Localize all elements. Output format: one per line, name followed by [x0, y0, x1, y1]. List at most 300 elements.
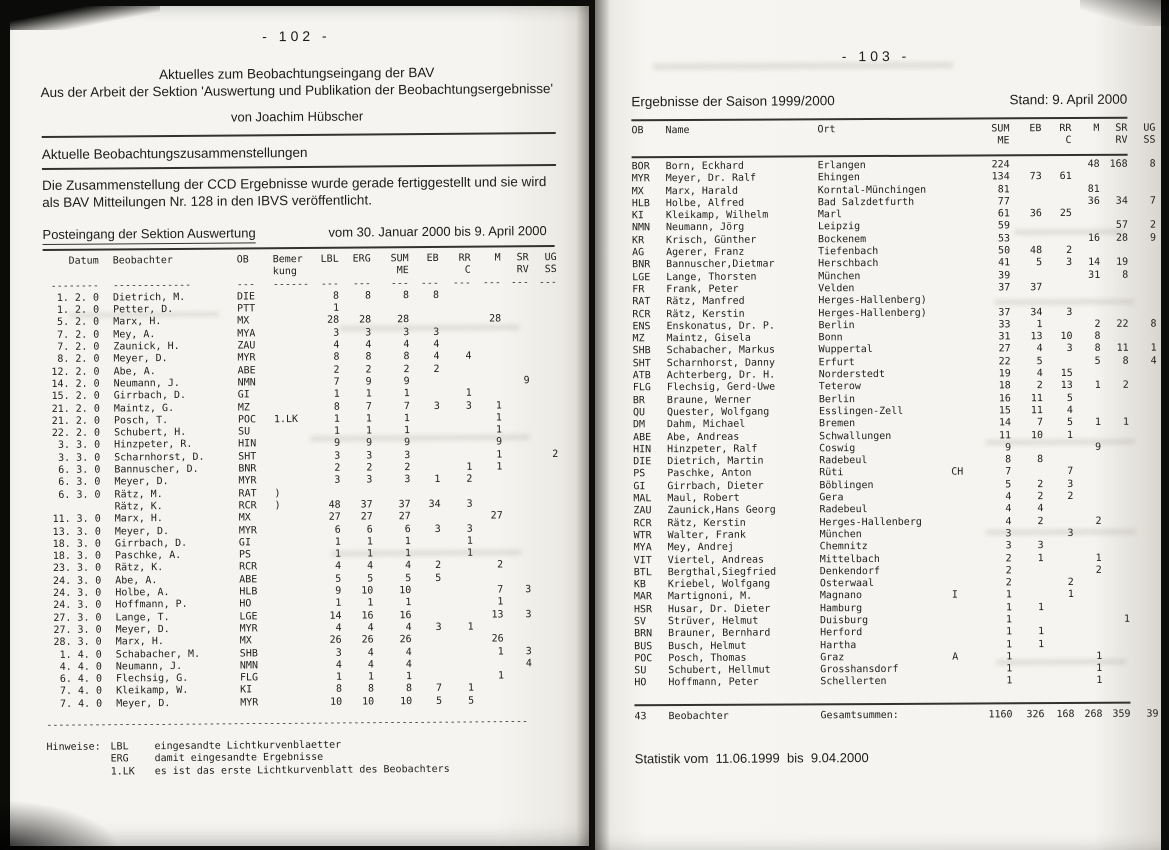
cell-country [952, 676, 974, 688]
cell-srrv [1101, 368, 1129, 380]
cell-country [951, 405, 973, 417]
cell-m [474, 658, 504, 671]
cell-eb: EB [1029, 123, 1042, 135]
cell-summe: 1 [1006, 675, 1013, 687]
cell-name: Abe, Andreas [667, 431, 740, 443]
cell-srrv [1102, 589, 1130, 601]
cell-name: Holbe, Alfred [665, 197, 745, 209]
cell-country [950, 221, 972, 233]
cell-lbl: 8 [332, 290, 340, 302]
cell-m [473, 523, 503, 536]
cell-eb [411, 511, 441, 524]
cell-name: Hoffmann, Peter [668, 677, 759, 689]
cell-ob: ZAU [633, 505, 652, 517]
cell-ob: BR [632, 394, 645, 406]
cell-datum: 23. 3. 0 [52, 562, 102, 575]
cell-erg: 8 [367, 683, 375, 695]
cell-country: CH [951, 466, 964, 479]
cell-name: Born, Eckhard [665, 160, 744, 173]
cell-summe: 33 [998, 319, 1011, 331]
cell-summe: 39 [998, 269, 1011, 282]
cell-country [951, 492, 973, 504]
cell-ugss: 9 [1149, 232, 1157, 244]
cell-ugss [1129, 392, 1157, 404]
cell-summe: 8 [1005, 454, 1012, 466]
cell-ob: HSR [633, 603, 653, 615]
cell-lbl: 7 [333, 376, 340, 388]
cell-rrc [442, 646, 474, 659]
cell-m: 8 [1094, 330, 1101, 343]
cell-ugss [531, 609, 559, 622]
cell-summe: 4 [405, 560, 412, 572]
cell-name: Strüver, Helmut [667, 615, 759, 628]
cell-erg: 27 [360, 511, 373, 523]
hinweise-label [47, 766, 111, 779]
cell-rrc: 1 [465, 387, 472, 399]
cell-eb: 4 [1036, 368, 1043, 380]
cell-ort: München [818, 270, 861, 282]
cell-m [474, 683, 504, 696]
cell-rrc [441, 597, 473, 610]
cell-bemerkung [275, 524, 315, 537]
cell-srrv: 1 [1123, 613, 1131, 625]
cell-beobachter: ------------- [112, 279, 192, 292]
cell-eb: 4 [433, 351, 440, 363]
cell-erg: 4 [365, 339, 372, 351]
cell-name: Martignoni, M. [667, 591, 753, 603]
cell-country [952, 578, 974, 590]
cell-ort: Leipzig [817, 221, 861, 233]
cell-eb: 73 [1029, 171, 1042, 183]
cell-beobachter: Meyer, D. [115, 623, 170, 636]
cell-srrv [1102, 601, 1130, 613]
cell-ob: PTT [237, 303, 256, 315]
article-author: von Joachim Hübscher [230, 108, 364, 125]
cell-summe: 4 [1005, 515, 1012, 527]
cell-rrc [439, 339, 471, 352]
cell-m [1074, 589, 1102, 601]
cell-srrv [503, 596, 531, 609]
cell-srrv [1102, 552, 1130, 564]
cell-m: 16 [1087, 232, 1101, 244]
hinweis-text: damit eingesandte Ergebnisse [154, 752, 324, 765]
bleed-through-smudge [994, 299, 1134, 306]
cell-eb: 2 [433, 363, 440, 375]
cell-ob [631, 137, 665, 149]
cell-eb [1012, 577, 1044, 589]
cell-ob: SHB [239, 647, 258, 659]
cell-name: Frank, Peter [666, 283, 739, 296]
hinweis-text: eingesandte Lichtkurvenblaetter [154, 739, 342, 753]
cell-erg: 1 [366, 536, 373, 548]
cell-summe: 3 [403, 326, 410, 338]
cell-srrv: RV [1115, 134, 1128, 147]
cell-srrv: SR [1115, 122, 1128, 134]
cell-country [951, 369, 973, 381]
cell-datum: 18. 3. 0 [52, 538, 101, 550]
cell-ob: MX [237, 315, 250, 327]
cell-ort: Coswig [819, 442, 856, 455]
cell-ugss [1130, 626, 1158, 638]
cell-country [949, 136, 971, 148]
cell-summe [371, 302, 409, 315]
cell-beobachter: Lange, T. [115, 611, 170, 624]
cell-ugss: SS [1143, 134, 1156, 146]
cell-bemerkung [274, 426, 314, 439]
cell-ob: HLB [239, 586, 258, 598]
cell-eb [410, 413, 440, 426]
cell-ugss [529, 289, 557, 302]
cell-erg [339, 303, 371, 316]
cell-erg: 2 [365, 364, 372, 376]
cell-m: 1 [497, 596, 504, 608]
cell-ob: RCR [633, 517, 652, 529]
cell-country [951, 516, 973, 528]
cell-bemerkung [274, 389, 314, 402]
cell-ort: Herges-Hallenberg [819, 516, 922, 528]
cell-rrc [439, 302, 471, 315]
cell-eb [1010, 159, 1042, 171]
cell-m [471, 302, 501, 315]
cell-eb: 2 [435, 560, 442, 572]
cell-srrv: 1 [1122, 416, 1130, 428]
cell-ob: AG [632, 247, 645, 259]
cell-ugss [530, 412, 558, 425]
cell-rrc: 3 [466, 498, 473, 510]
cell-erg: 28 [359, 314, 372, 327]
cell-ort: Rüti [819, 467, 844, 479]
cell-bemerkung [276, 635, 316, 648]
cell-lbl: 6 [334, 524, 341, 536]
cell-summe: 37 [998, 282, 1011, 294]
cell-srrv [503, 535, 531, 548]
cell-country [951, 442, 973, 454]
cell-eb [1012, 614, 1044, 626]
cell-summe: 19 [998, 368, 1011, 380]
horizontal-rule [631, 117, 1127, 121]
cell-ugss [531, 572, 559, 585]
cell-erg: 5 [367, 573, 374, 585]
cell-bemerkung [274, 475, 314, 488]
cell-country [950, 282, 972, 294]
cell-rrc [1044, 626, 1074, 638]
cell-ort: Bremen [818, 418, 856, 430]
cell-srrv [502, 400, 530, 413]
cell-datum: 28. 3. 0 [53, 636, 102, 649]
cell-rrc [1044, 614, 1074, 626]
cell-m: 1 [495, 399, 502, 412]
cell-srrv [501, 301, 529, 314]
cell-rrc: 3 [1067, 478, 1074, 490]
cell-eb: 2 [1036, 380, 1043, 392]
cell-summe: 4 [405, 658, 412, 670]
cell-beobachter: Scharnhorst, D. [114, 451, 205, 464]
cell-ob: GI [237, 389, 250, 401]
cell-srrv [1102, 638, 1130, 650]
cell-country [952, 627, 974, 639]
cell-lbl: 3 [335, 647, 342, 659]
horizontal-rule [632, 154, 1128, 158]
cell-ort: Herges-Hallenberg) [818, 307, 927, 319]
cell-ort: Herschbach [818, 258, 879, 270]
cell-ort: Ehingen [817, 172, 860, 184]
cell-beobachter: Meyer, D. [116, 697, 171, 710]
cell-m: 2 [1095, 564, 1102, 576]
cell-ugss [530, 436, 558, 449]
cell-eb [1009, 135, 1041, 147]
cell-name: Enskonatus, Dr. P. [666, 320, 775, 332]
cell-m: 26 [491, 633, 504, 645]
cell-summe: 27 [998, 343, 1011, 355]
cell-summe: 14 [998, 417, 1012, 429]
cell-country [951, 504, 973, 516]
cell-srrv [1100, 171, 1128, 183]
cell-rrc [441, 572, 473, 585]
cell-summe: 2 [1005, 552, 1012, 564]
cell-beobachter: Neumann, J. [115, 660, 183, 673]
cell-rrc [440, 413, 472, 426]
cell-ugss [532, 658, 560, 671]
cell-ob: WTR [633, 530, 652, 542]
cell-m: M [494, 252, 501, 264]
cell-eb [411, 536, 441, 549]
cell-ob: LGE [632, 271, 651, 283]
cell-name: Hinzpeter, Ralf [667, 443, 758, 455]
cell-country [950, 233, 972, 245]
cell-name: Bannuscher,Dietmar [666, 258, 775, 271]
cell-country [951, 393, 973, 405]
cell-ort: Tiefenbach [818, 246, 879, 258]
cell-summe: 61 [997, 208, 1010, 220]
cell-country [952, 602, 974, 614]
cell-srrv [501, 338, 529, 351]
hinweise-label: Hinweise: [46, 741, 101, 753]
cell-country [950, 209, 972, 221]
cell-m: 9 [496, 436, 503, 448]
ccd-paragraph: Die Zusammenstellung der CCD Ergebnisse wurde gerade fertiggestellt und sie wird als BAV Mitteilungen Nr. 128 in den IBVS veröffentlicht. [42, 174, 547, 210]
cell-m: 8 [1094, 343, 1101, 355]
cell-rrc: 2 [1067, 490, 1074, 503]
cell-eb [1010, 270, 1042, 282]
cell-srrv [1101, 466, 1129, 478]
cell-beobachter: Kleikamp, W. [116, 685, 189, 697]
cell-bemerkung [276, 672, 316, 685]
cell-ugss [1129, 368, 1157, 380]
cell-ugss [530, 387, 558, 400]
cell-ob: ENS [632, 321, 651, 333]
cell-country [949, 124, 971, 136]
cell-beobachter: Meyer, D. [114, 525, 170, 537]
cell-ob: HO [634, 677, 647, 689]
cell-beobachter: Maintz, G. [113, 402, 175, 415]
cell-srrv [1102, 577, 1130, 589]
hinweis-abbrev: LBL [110, 741, 129, 753]
cell-summe: 37 [398, 499, 411, 511]
cell-ort: Teterow [818, 381, 861, 393]
season-table [632, 159, 1159, 691]
cell-srrv: 3 [525, 584, 532, 596]
cell-country [952, 541, 974, 553]
cell-rrc: 4 [465, 351, 472, 363]
cell-rrc [1043, 516, 1073, 528]
cell-beobachter: Marx, H. [114, 513, 163, 525]
cell-rrc: 3 [1066, 306, 1073, 318]
cell-bemerkung [276, 684, 316, 697]
cell-eb [412, 646, 442, 659]
cell-datum: 27. 3. 0 [53, 612, 102, 624]
cell-ugss [532, 670, 560, 683]
cell-datum: 7. 4. 0 [59, 698, 103, 710]
cell-eb [1012, 590, 1044, 602]
cell-eb [410, 388, 440, 401]
cell-srrv [504, 621, 532, 634]
cell-bemerkung [275, 574, 315, 587]
scan-corner-shadow-top-right [1080, 0, 1169, 26]
cell-ugss [1130, 564, 1158, 576]
cell-eb [1012, 676, 1044, 688]
cell-eb [411, 610, 441, 623]
cell-ob: RAT [632, 296, 651, 308]
cell-beobachter: Rätz, K. [114, 501, 163, 513]
cell-m [1072, 208, 1100, 220]
bleed-through-smudge [653, 62, 953, 71]
page-103-content [595, 0, 1161, 850]
cell-m: 1 [497, 670, 505, 682]
cell-srrv [1100, 208, 1128, 220]
cell-summe: 77 [997, 196, 1010, 208]
cell-srrv [504, 683, 532, 696]
cell-m [473, 535, 503, 548]
cell-ob: MZ [237, 401, 250, 414]
cell-lbl: --- [320, 278, 339, 290]
cell-lbl: 1 [333, 425, 341, 437]
cell-m: 13 [491, 609, 504, 621]
cell-m [473, 572, 503, 585]
hinweis-row [47, 763, 450, 778]
cell-eb: 5 [436, 695, 443, 707]
cell-name: Scharnhorst, Danny [666, 357, 776, 369]
totals-row [634, 709, 1158, 724]
cell-ugss [530, 400, 558, 413]
cell-summe: 26 [399, 634, 412, 646]
cell-name: Lange, Thorsten [666, 271, 757, 283]
cell-ort: Radebeul [819, 504, 868, 516]
cell-summe: 10 [399, 585, 412, 597]
cell-ob: KI [240, 684, 253, 696]
hinweise-block [46, 739, 449, 779]
cell-lbl: 1 [334, 536, 341, 548]
cell-ugss [1130, 552, 1158, 564]
cell-name: Brauner, Bernhard [668, 627, 771, 640]
cell-eb: --- [420, 277, 439, 289]
cell-erg: 4 [367, 560, 374, 572]
cell-rrc [1044, 552, 1074, 564]
cell-ort: Berlin [818, 319, 855, 332]
cell-ob: MYA [237, 328, 256, 340]
cell-ob: SHT [632, 357, 651, 370]
cell-eb: 34 [1030, 306, 1043, 318]
cell-country [952, 565, 974, 577]
total-eb: 326 [1026, 709, 1045, 721]
cell-summe: 28 [397, 314, 410, 326]
cell-summe: 16 [399, 609, 412, 621]
scan-corner-shadow-top-left [10, 0, 160, 30]
cell-ob: OB [236, 254, 249, 266]
table-header-row [631, 135, 1155, 150]
cell-name: Marx, Harald [665, 185, 739, 197]
cell-ort: Norderstedt [818, 369, 885, 381]
hinweise-label [47, 754, 111, 767]
cell-srrv: 11 [1116, 343, 1129, 355]
cell-srrv [1100, 282, 1128, 294]
cell-m [1074, 577, 1102, 589]
cell-datum: 15. 2. 0 [51, 390, 100, 403]
cell-lbl: 1 [335, 597, 342, 610]
cell-m [1072, 306, 1100, 318]
cell-eb [410, 376, 440, 389]
cell-ugss [1130, 675, 1158, 687]
cell-m [1073, 491, 1101, 503]
cell-srrv [502, 461, 530, 474]
cell-srrv [504, 633, 532, 646]
cell-srrv: 34 [1115, 195, 1128, 207]
cell-rrc [1044, 602, 1074, 614]
cell-ob: KI [631, 210, 644, 222]
cell-rrc: 15 [1060, 368, 1073, 380]
cell-lbl: 8 [333, 352, 340, 364]
cell-summe: 1 [404, 535, 411, 548]
cell-datum: 24. 3. 0 [53, 587, 102, 599]
cell-rrc: 5 [1066, 392, 1073, 404]
cell-summe: 53 [997, 233, 1011, 245]
cell-m: 28 [489, 313, 502, 325]
cell-m [474, 695, 504, 708]
cell-ob: RAT [238, 487, 257, 500]
cell-summe: 1 [1005, 601, 1012, 614]
cell-m: 1 [1095, 552, 1102, 564]
cell-ob: GI [633, 480, 646, 493]
cell-srrv [1102, 564, 1130, 576]
cell-srrv [502, 412, 530, 425]
cell-erg: 1 [367, 597, 374, 609]
cell-m: 9 [1095, 441, 1102, 453]
cell-ort [817, 136, 949, 149]
cell-name: Rätz, Kerstin [666, 308, 745, 320]
cell-rrc: 5 [468, 695, 475, 707]
cell-ugss: 4 [1150, 355, 1157, 367]
cell-erg: 9 [366, 437, 373, 449]
cell-ort: Osterwaal [819, 578, 875, 590]
cell-country [951, 344, 973, 356]
totals-row [634, 709, 1158, 724]
cell-srrv [502, 486, 530, 499]
cell-name: Walter, Frank [667, 529, 746, 542]
cell-eb [412, 659, 442, 672]
cell-bemerkung [275, 610, 315, 623]
cell-country [951, 455, 973, 467]
cell-beobachter: Hoffmann, P. [115, 599, 188, 611]
cell-summe: 4 [1005, 491, 1012, 503]
cell-bemerkung [274, 365, 314, 378]
cell-srrv [504, 695, 532, 708]
cell-srrv [501, 289, 529, 302]
cell-country [952, 553, 974, 565]
cell-datum: 3. 3. 0 [57, 440, 101, 452]
hinweis-abbrev: ERG [110, 753, 129, 765]
cell-lbl: 1 [333, 413, 340, 425]
cell-srrv: 2 [1122, 380, 1129, 392]
totals-sum-label: Gesamtsummen: [820, 709, 899, 722]
